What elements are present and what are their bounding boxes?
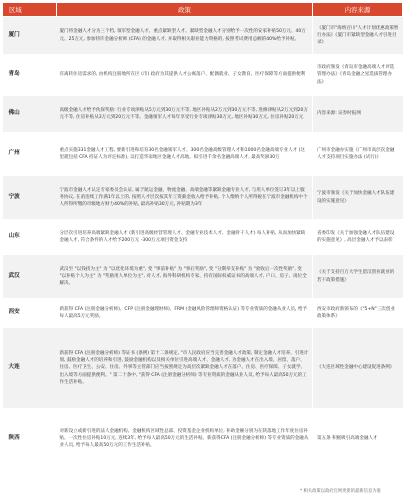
source-cell: 宁波市颁发《关于加快金融人才队伍建设的实施意见》 [313,176,403,220]
header-region: 区域 [3,3,57,17]
policy-cell: 分层次引进培养高端紧缺金融人才 (新引进高级经营管理人才、金融专业技术人才、金融骨干人才) 每人补贴, 从而加快紧缺金融人才, 符合条件的人才给予200万元 -300万元项目资金支持 [57,220,313,255]
table-header-row [3,3,403,17]
table-row [3,133,403,176]
source-cell: 《大连区域性金融中心建设促进条例》 [313,328,403,409]
policy-cell: 有离转住房需求的, 由机构注册地所在区 (市) 政府为其提供人才公寓落户、配偶就业、子女教育、医疗保障等方面提供便利 [57,55,313,96]
source-cell: 第五条 积极吸引高端金融人才 [313,409,403,468]
source-cell: 省委印发《关于加强金融人才队伍建设的实施意见》, 高层金融人才予以表彰 [313,220,403,255]
region-cell: 宁波 [3,176,57,220]
source-cell: 内容来源: 证券时报网 [313,96,403,133]
policy-cell: 高级金融人才给予伙探奖励: 行业专项津贴从5万元到30万元不等, 地区补贴从2万元到30万元不等, 进修津贴从2万元到20万元不等, 住房补贴从3万元到20万元不等。金融领军人才每年享受行业专项津贴30万元, 地区补贴30万元, 住房补贴20万元 [57,96,313,133]
region-cell: 山东 [3,220,57,255]
region-cell: 厦门 [3,17,57,55]
region-cell: 武汉 [3,255,57,299]
policy-cell: 重点实施331金融人才工程, 要新引进和培育30名金融领军人才、300名金融高级管理人才和1000名金融高端专业人才 (这里就包括 CFA 持证人为评定标准), 以打造华南地区金融人才高地。拟引进千余名金融高端人才, 最高奖励30万 [57,133,313,176]
source-cell: 西安市政府新颁布的《"5+N"三次创业政策体系》 [313,299,403,328]
region-cell: 西安 [3,299,57,328]
policy-cell: 宁波市金融人才认定专家委员会认证, 属于航运金融、物流金融、高端金融等紧缺金融专业人才, 与用人单位签订3年以上服务协议, 在甬连续工作满1年以上的, 按照人才层次按其年工资薪金收入给予补贴, 个人缴纳个人所得税在宁波市金融机构中个人所得所缴的市级地方财力40%的补贴, 最高补贴30万元, 补贴期为3年 [57,176,313,220]
table-row [3,409,403,468]
header-source: 内容来源 [313,3,403,17]
region-cell: 广州 [3,133,57,176]
policy-table [2,2,403,468]
table-row [3,96,403,133]
policy-cell: 对新设立或新引进的法人金融机构、金融机构区域性总部、投资基金企业机构单位, 补助金额分别为在陕落地工作年度住房补贴、一次性住房补贴10万元, 连续3年, 给予每人最高50万元的生活补贴。新获得CFA (注册金融分析师) 等专业资质的金融从业人员, 给予每人最高50万元的工作生活补贴。 [57,409,313,468]
table-row [3,55,403,96]
policy-cell: 武汉至 "以钱找为主" 为 "以优化环境为重", 变 "事前补贴" 为 "事后奖励", 变 "分期举支补贴" 为 "验收后一次性奖励", 变 "以补贴个人为主" 为 "奖励用人单位为主", 对人才, 海外科研机构专家、持有国际权威证书的高端人才, 户口、房子、岗位全解决。 [57,255,313,299]
table-row [3,220,403,255]
policy-cell: 厦门将金融人才分为三个档, 领军型金融人才、重点紧缺型人才、紧缺型金融人才分别给予一次性的安家补贴50万元、40万元、25万元, 参加特许金融分析师 (CFA) 的金融人才, 并取得相关职业能力资格的, 按照考试费用总额的40%给予补贴。 [57,17,313,55]
region-cell: 大连 [3,328,57,409]
policy-cell: 新获得 CFA (注册金融分析师)、CFP (注册金融理财师)、FRM (金融风险管理师资格认证) 等专业资质的金融从业人员, 给予每人最高5万元奖励。 [57,299,313,328]
source-cell: 市政府颁发《青岛市金融高端人才评选管理办法》《青岛金融之星选拔管理办法》 [313,55,403,96]
region-cell: 青岛 [3,55,57,96]
table-row [3,17,403,55]
table-row [3,328,403,409]
region-cell: 陕西 [3,409,57,468]
region-cell: 佛山 [3,96,57,133]
source-cell: 《关于支持百万大学生留汉创业就业的若干政策措施》 [313,255,403,299]
footnote: * 相关政策以政府官网更新的最新信息为准 [300,489,381,494]
header-policy: 政策 [57,3,313,17]
policy-cell: 新获得 CFA (注册金融分析师) 等证书 (条例) 第十二条规定, "市人民政府应当完善金融人才政策, 制定金融人才培养、引进计划, 鼓励金融人才的培养和引进, 鼓励金融机构以及相关单位引进高端人才、金融人才, 为金融人才在出入境、居留、落户、住房、医疗卫生、公安、住房、外事等主管部门应当按照规定为高层次紧缺金融人才在落户、住房、医疗保障、子女就学、出入境等方面提供便利。" 第二十条中, "获得 CFA (注册金融分析师) 等专业资质的金融从业人员, 给予每人最高50万元的工作生活补贴。 [57,328,313,409]
source-cell: 广州市金融办实施《广州市高层次金融人才支持项目实施办法 (试行)》 [313,133,403,176]
table-row [3,255,403,299]
table-row [3,299,403,328]
table-row [3,176,403,220]
source-cell: 《厦门市"海纳百川"人才计划优惠政策暂行办法》《厦门市紧缺型金融人才引进目录》 [313,17,403,55]
